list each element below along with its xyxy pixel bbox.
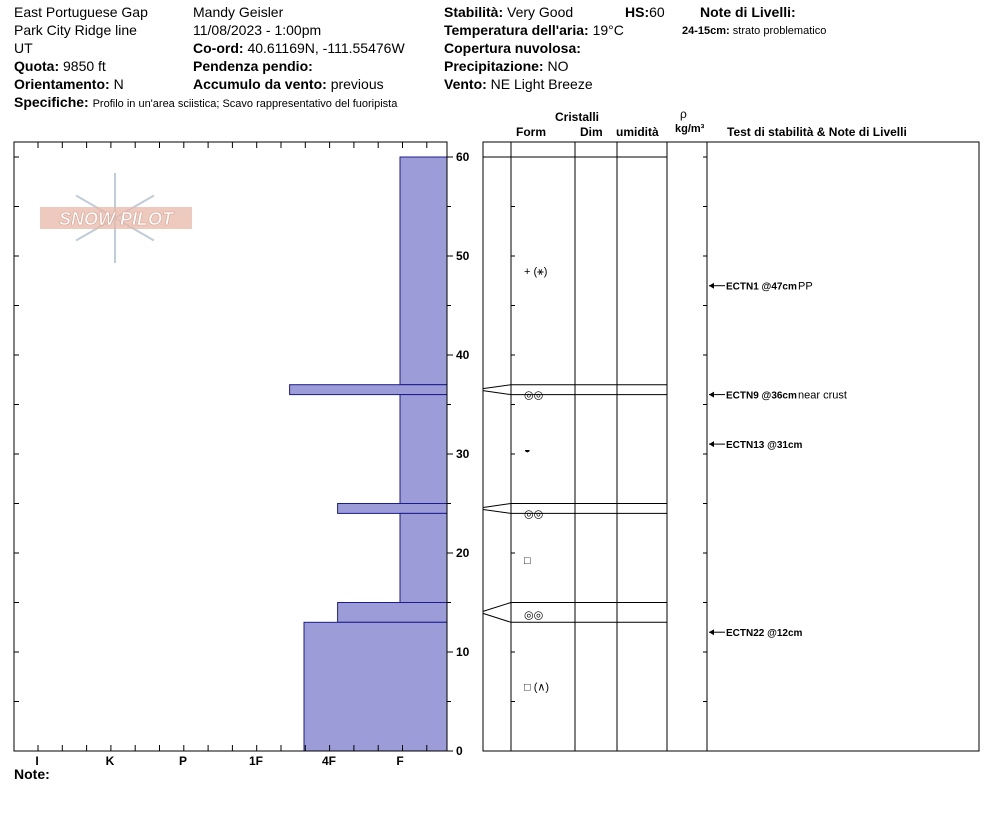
y-tick-label: 40	[456, 348, 470, 362]
coord-label: Co-ord:	[193, 40, 244, 56]
y-tick-label: 60	[456, 150, 470, 164]
y-tick-label: 30	[456, 447, 470, 461]
precip-label: Precipitazione:	[444, 58, 544, 74]
aspect-value: N	[113, 76, 124, 92]
test-note: PP	[798, 280, 813, 293]
layer-notes-label: Note di Livelli:	[700, 4, 796, 20]
hardness-bar	[400, 395, 447, 504]
stability-tests	[709, 281, 847, 640]
observer: Mandy Geisler	[193, 4, 284, 20]
stability-tests-header: Test di stabilità & Note di Livelli	[727, 125, 907, 139]
wind-load-label: Accumulo da vento:	[193, 76, 327, 92]
test-label: ECTN22 @12cm	[726, 628, 803, 640]
test-label: ECTN1 @47cm	[726, 281, 797, 293]
datetime: 11/08/2023 - 1:00pm	[193, 22, 322, 38]
test-arrow-head	[709, 441, 714, 447]
location: East Portuguese Gap	[14, 4, 148, 20]
crystal-form-symbol: + (⚹)	[524, 265, 548, 278]
y-tick-label: 10	[456, 645, 470, 659]
slope-label: Pendenza pendio:	[193, 58, 313, 74]
area: Park City Ridge line	[14, 22, 137, 38]
test-arrow-head	[709, 392, 714, 398]
density-header: kg/m³	[675, 123, 705, 135]
y-tick-label: 50	[456, 249, 470, 263]
hardness-bar	[338, 504, 447, 514]
snowpilot-logo	[40, 173, 192, 263]
elevation-label: Quota:	[14, 58, 60, 74]
crystal-form-symbol: ◎◎	[524, 389, 544, 402]
hs-value: 60	[649, 4, 665, 20]
crystal-form-symbol: ◎◎	[524, 609, 544, 622]
hs-label: HS:	[625, 4, 650, 20]
specifics-value: Profilo in un'area sciistica; Scavo rappresentativo del fuoripista	[92, 98, 398, 110]
wind-value: NE Light Breeze	[490, 76, 593, 92]
hardness-bar	[400, 513, 447, 602]
dim-header: Dim	[580, 125, 603, 139]
hardness-bar	[290, 385, 447, 395]
crystals-header: Cristalli	[555, 110, 600, 124]
crystal-form-symbol: □	[524, 554, 531, 567]
test-note: near crust	[798, 389, 847, 402]
crystal-form-symbol: □ (∧)	[524, 681, 550, 694]
specifics-label: Specifiche:	[14, 94, 89, 110]
notes-label: Note:	[14, 766, 50, 782]
coord-value: 40.61169N, -111.55476W	[247, 40, 405, 56]
test-label: ECTN9 @36cm	[726, 390, 797, 402]
layer-note-depth: 24-15cm:	[682, 25, 730, 37]
aspect-label: Orientamento:	[14, 76, 110, 92]
hardness-label: F	[396, 754, 404, 768]
hardness-label: P	[178, 754, 188, 768]
wind-label: Vento:	[444, 76, 487, 92]
state: UT	[14, 40, 33, 56]
hardness-profile	[290, 157, 447, 751]
precip-value: NO	[547, 58, 569, 74]
hardness-bar	[400, 157, 447, 385]
wind-load-value: previous	[330, 76, 384, 92]
hardness-label: I	[35, 754, 39, 768]
hardness-bar	[338, 603, 447, 623]
stability-label: Stabilità:	[444, 4, 504, 20]
air-temp-label: Temperatura dell'aria:	[444, 22, 589, 38]
rho-header: ρ	[680, 107, 687, 121]
y-tick-label: 20	[456, 546, 470, 560]
hardness-label: 1F	[248, 754, 264, 768]
test-arrow-head	[709, 283, 714, 289]
moisture-header: umidità	[616, 125, 659, 139]
test-label: ECTN13 @31cm	[726, 440, 803, 452]
y-tick-label: 0	[456, 744, 463, 758]
test-arrow-head	[709, 629, 714, 635]
air-temp-value: 19°C	[592, 22, 624, 38]
hardness-label: 4F	[321, 754, 337, 768]
crystal-form-symbol: ◎◎	[524, 508, 544, 521]
form-header: Form	[516, 125, 546, 139]
cloud-label: Copertura nuvolosa:	[444, 40, 581, 56]
hardness-label: K	[105, 754, 115, 768]
crystal-form-symbol: ◒	[524, 444, 531, 457]
hardness-bar	[304, 622, 447, 751]
elevation-value: 9850 ft	[63, 58, 106, 74]
stability-value: Very Good	[507, 4, 574, 20]
layer-note-text: strato problematico	[732, 25, 827, 37]
logo-text: SNOW PILOT	[59, 209, 173, 229]
